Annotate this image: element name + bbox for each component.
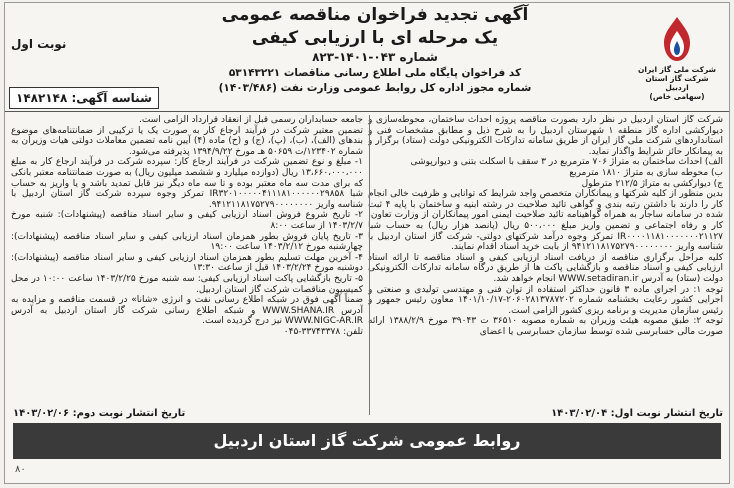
- left-paragraph: ۵- تاریخ بازگشایی پاکت اسناد ارزیابی کیفی: سه شنبه مورخ ۱۴۰۳/۲/۲۵ ساعت ۱۰:۰۰ در محل کمیسیون مناقصات شرکت گاز استان اردبیل.: [11, 273, 363, 295]
- right-column: [368, 115, 723, 403]
- right-paragraph: ج) دیوارکشی به متراژ ۲۱۲/۵ مترطول: [581, 178, 723, 189]
- right-paragraph: شرکت گاز استان اردبیل در نظر دارد بصورت مناقصه پروژه احداث ساختمان، محوطه‌سازی و دیوارکشی اداره گاز منطقه ۱ شهرستان اردبیل را به شرح ذیل و مطابق مشخصات فنی و استانداردهای شرکت ملی گاز ایران از طریق سامانه تدارکات الکترونیکی دولت (ستاد) برگزار و به پیمانکار حائز شرایط واگذار نماید.: [368, 115, 723, 157]
- header: [5, 3, 729, 115]
- number-line: شماره ۰۴۳-۱۴۰۱-۸۲۳: [312, 50, 438, 64]
- system-code-line: کد فراخوان پایگاه ملی اطلاع رسانی مناقصات ۵۳۱۴۳۲۲۱: [228, 67, 522, 79]
- footer-banner: روابط عمومی شرکت گاز استان اردبیل: [13, 423, 721, 459]
- left-paragraph: ضمناً آگهی فوق در شبکه اطلاع رسانی نفت و انرژی «شانا» در قسمت مناقصه و مزایده به آدرس WWW.SHANA.IR و شبکه اطلاع رسانی شرکت گاز استان اردبیل به آدرس WWW.NIGC-AR.IR نیز درج گردیده است.: [11, 295, 363, 327]
- title-block: [175, 3, 575, 96]
- left-paragraph: ۳- تاریخ پایان فروش بطور همزمان اسناد ارزیابی کیفی و سایر اسناد مناقصه (پیشنهادات): چهارشنبه مورخ ۱۴۰۳/۲/۱۲ ساعت ۱۹:۰۰: [11, 231, 363, 253]
- header-divider: [5, 111, 729, 112]
- title-line2: یک مرحله ای با ارزیابی کیفی: [251, 28, 499, 48]
- left-paragraph: ۴- آخرین مهلت تسلیم بطور همزمان اسناد ارزیابی کیفی و سایر اسناد مناقصه (پیشنهادات): دوشنبه مورخ ۱۴۰۳/۲/۲۴ قبل از ساعت ۱۳:۳۰: [11, 252, 363, 274]
- advertisement-frame: [4, 2, 730, 484]
- right-paragraph: بدین منظور از کلیه شرکتها و پیمانکاران متخصص واجد شرایط که توانایی و ظرفیت خالی انجام کار را دارند با داشتن رتبه بندی و گواهی تائید صلاحیت در رشته ابنیه و ساختمان با پایه ۴ ثبت شده در سامانه ساجار به همراه گواهینامه تائید صلاحیت ایمنی امور پیمانکاران از وزارت تعاون، کار و رفاه اجتماعی و تضمین واریز مبلغ ۵۰۰،۰۰۰ ریال (پانصد هزار ریال) به حساب شبا IR۰۰۰۰۱۱۸۱۰۰۰۰۰۰۰۲۱۱۲۷ تمرکز وجوه درآمد شرکتهای دولتی- شرکت گاز استان اردبیل با شناسه واریز ۹۴۱۲۱۱۸۱۷۵۲۷۹۰۰۰۰۰۰۰۰ از بابت خرید اسناد اقدام نمایند.: [368, 189, 723, 253]
- right-paragraph: ب) محوطه سازی به متراژ ۱۸۱۰ مترمربع: [569, 167, 723, 178]
- right-paragraph: الف) احداث ساختمان به متراژ ۷۰۶ مترمربع در ۳ سقف با اسکلت بتنی و دیوارپوشی: [410, 157, 723, 168]
- left-paragraph: جامعه حسابداران رسمی قبل از انعقاد قرارداد الزامی است.: [138, 115, 363, 125]
- left-column: [11, 115, 363, 403]
- permit-line: شماره مجوز اداره کل روابط عمومی وزارت نفت (۱۴۰۳/۴۸۶): [218, 82, 532, 94]
- right-paragraph: توجه ۲: طبق مصوبه هیئت وزیران به شماره مصوبه ۳۶۵۱۰ ت ۳۹۰۴۳ مورخ ۱۳۸۸/۲/۹ ارائه صورت مالی حسابرسی شده توسط سازمان حسابرسی یا اعضای: [368, 316, 723, 337]
- flame-logo-icon: [654, 15, 700, 65]
- left-paragraph: ۱- مبلغ و نوع تضمین شرکت در فرآیند ارجاع کار: سپرده شرکت در فرآیند ارجاع کار به مبلغ ۱۳،۶۶۰،۰۰۰،۰۰۰ ریال (دوازده میلیارد و ششصد میلیون ریال) به صورت ضمانتنامه معتبر بانکی که برای مدت سه ماه معتبر بوده و تا سه ماه دیگر نیز قابل تمدید باشد و یا واریز به حساب شبا IR۳۲۰۱۰۰۰۰۰۴۱۱۱۸۱۰۰۰۰۰۰۲۹۸۵۸ تمرکز وجوه سپرده شرکت گاز استان اردبیل با شناسه واریز ۹۴۱۲۱۱۸۱۷۵۲۷۹۰۰۰۰۰۰۰۰.: [11, 157, 363, 210]
- logo-line3: (سهامی خاص): [649, 92, 705, 101]
- column-divider: [369, 115, 370, 415]
- left-paragraph: ۲- تاریخ شروع فروش اسناد ارزیابی کیفی و سایر اسناد مناقصه (پیشنهادات): شنبه مورخ ۱۴۰۳/۲/۷ از ساعت ۸:۰۰: [11, 210, 363, 231]
- first-publish-date: تاریخ انتشار نوبت اول: ۱۴۰۳/۰۲/۰۴: [551, 408, 723, 419]
- left-paragraph: تلفن: ۳۳۷۴۳۳۷۸-۰۴۵: [283, 326, 363, 337]
- left-paragraph: تضمین معتبر شرکت در فرآیند ارجاع کار به صورت یک یا ترکیبی از ضمانتنامه‌های موضوع بندهای (الف)، (ب)، (پ)، (ج) و (ح) ماده (۴) آیین نامه تضمین معاملات دولتی هیات وزیران به شماره ۱۲۳۴۰۲/ت ۵۰۶۵۹ هـ مورخ ۱۳۹۴/۹/۲۲ پذیرفته می‌شود.: [11, 125, 363, 157]
- title-line1: آگهی تجدید فراخوان مناقصه عمومی: [221, 5, 529, 25]
- shenaseh-box: شناسه آگهی: ۱۴۸۲۱۴۸: [9, 87, 159, 109]
- page-number: ۸۰: [15, 464, 26, 475]
- right-paragraph: توجه ۱: در اجرای ماده ۳ قانون حداکثر استفاده از توان فنی و مهندسی تولیدی و صنعتی و اجرایی کشور رعایت بخشنامه شماره ۲۰۶۰۲۸۱۳۷۸۷۲۰۲-۱۴۰۱/۱۰/۱۷ معاون رئیس جمهور و رئیس سازمان مدیریت و برنامه ریزی کشور الزامی است.: [368, 284, 723, 316]
- logo-line2: شرکت گاز استان اردبیل: [645, 74, 709, 92]
- second-publish-date: تاریخ انتشار نوبت دوم: ۱۴۰۳/۰۲/۰۶: [13, 408, 186, 419]
- nobat-label: نوبت اول: [11, 37, 67, 51]
- right-paragraph: کلیه مراحل برگزاری مناقصه از دریافت اسناد ارزیابی کیفی و اسناد مناقصه تا ارائه اسناد ارزیابی کیفی و اسناد مناقصه و بازگشایی پاکت ها از طریق درگاه سامانه تدارکات الکترونیکی دولت (ستاد) به آدرس WWW.setadiran.ir انجام خواهد شد.: [368, 252, 723, 284]
- nigc-logo: [637, 15, 717, 107]
- logo-line1: شرکت ملی گاز ایران: [638, 65, 716, 74]
